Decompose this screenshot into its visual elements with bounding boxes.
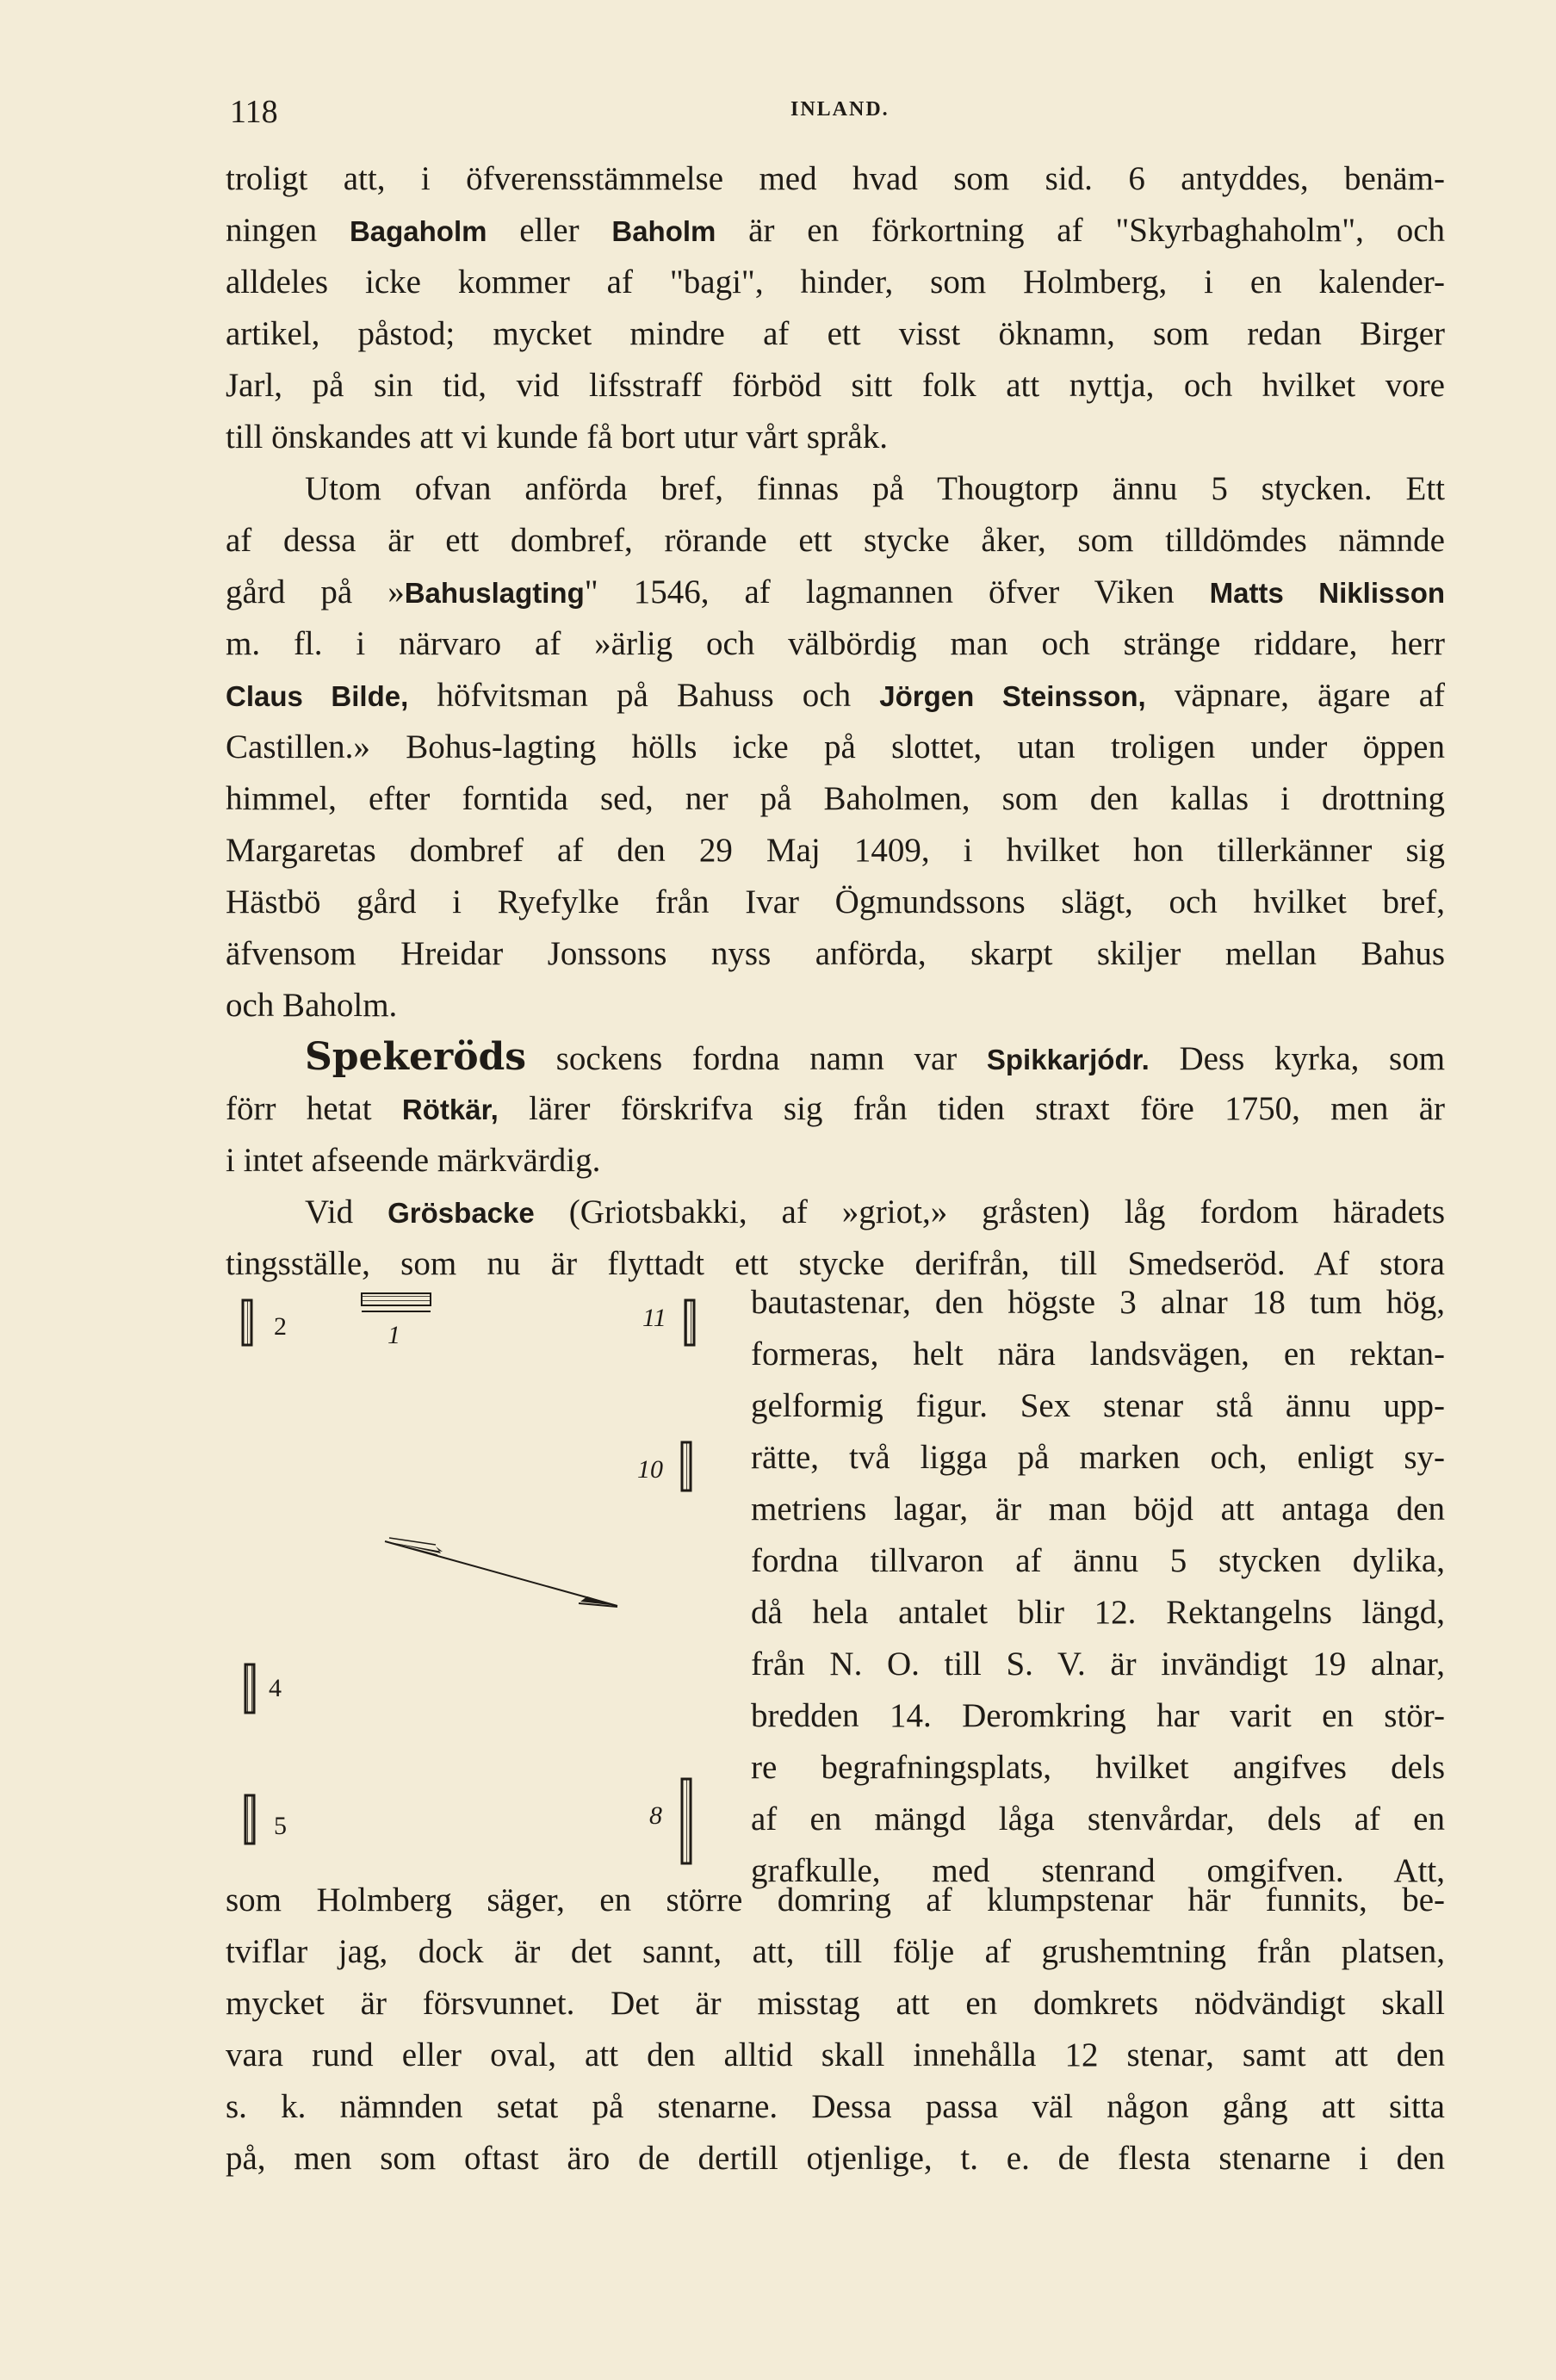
stone-label: 5: [274, 1812, 287, 1840]
stone-5: [245, 1795, 254, 1844]
text-line: ningen Bagaholm eller Baholm är en förkortning af "Skyrbaghaholm", och: [226, 212, 1446, 249]
text-line: formeras, helt nära landsvägen, en rektan-: [751, 1336, 1445, 1373]
text-line: tviflar jag, dock är det sannt, att, till följe af grushemtning från platsen,: [226, 1933, 1445, 1970]
stone-1: [362, 1293, 431, 1305]
stone-label: 11: [642, 1304, 666, 1332]
main-text: [226, 153, 1445, 1290]
stone-setting-figure: [226, 1283, 742, 1894]
stone-4: [245, 1664, 254, 1713]
place-name: Grösbacke: [387, 1197, 535, 1229]
text-line: gelformig figur. Sex stenar stå ännu upp-: [751, 1387, 1445, 1424]
stone-label: 1: [387, 1321, 400, 1349]
text-line: af dessa är ett dombref, rörande ett stycke åker, som tilldömdes nämnde: [226, 522, 1445, 559]
person-name: Claus Bilde,: [226, 680, 409, 712]
stone-10: [682, 1442, 691, 1491]
text-line: då hela antalet blir 12. Rektangelns längd,: [751, 1594, 1445, 1631]
text-line: Utom ofvan anförda bref, finnas på Thougtorp ännu 5 stycken. Ett: [305, 470, 1445, 507]
text-line: Jarl, på sin tid, vid lifsstraff förböd sitt folk att nyttja, och hvilket vore: [226, 367, 1445, 404]
text-line: grafkulle, med stenrand omgifven. Att,: [751, 1852, 1445, 1889]
stone-label: 4: [269, 1674, 282, 1702]
north-arrow-icon: [385, 1538, 617, 1607]
text-line: bredden 14. Deromkring har varit en stör-: [751, 1697, 1445, 1734]
text-line: metriens lagar, är man böjd att antaga den: [751, 1491, 1445, 1528]
bottom-text: [226, 1875, 1445, 2185]
running-head: INLAND.: [790, 98, 890, 121]
stone-label: 2: [274, 1312, 287, 1341]
text-line: och Baholm.: [226, 987, 398, 1024]
stone-2: [243, 1300, 251, 1345]
text-line: Spekeröds sockens fordna namn var Spikkarjódr. Dess kyrka, som: [305, 1035, 1446, 1079]
text-line: rätte, två ligga på marken och, enligt sy-: [751, 1439, 1445, 1476]
text-line: i intet afseende märkvärdig.: [226, 1142, 601, 1179]
text-line: s. k. nämnden setat på stenarne. Dessa passa väl någon gång att sitta: [226, 2088, 1445, 2125]
stone-label: 8: [649, 1801, 662, 1830]
text-line: vara rund eller oval, att den alltid skall innehålla 12 stenar, samt att den: [226, 2036, 1445, 2073]
text-line: på, men som oftast äro de dertill otjenlige, t. e. de flesta stenarne i den: [226, 2140, 1445, 2177]
stone-8: [682, 1779, 691, 1863]
text-line: Vid Grösbacke (Griotsbakki, af »griot,» gråsten) låg fordom häradets: [305, 1193, 1446, 1230]
text-line: bautastenar, den högste 3 alnar 18 tum hög,: [751, 1284, 1445, 1321]
text-line: artikel, påstod; mycket mindre af ett visst öknamn, som redan Birger: [226, 315, 1445, 352]
stone-11: [685, 1300, 694, 1345]
text-line: re begrafningsplats, hvilket angifves dels: [751, 1749, 1445, 1786]
text-line: som Holmberg säger, en större domring af klumpstenar här funnits, be-: [226, 1881, 1445, 1918]
place-name: Baholm: [611, 215, 716, 247]
text-line: mycket är försvunnet. Det är misstag att en domkrets nödvändigt skall: [226, 1985, 1445, 2022]
text-line: himmel, efter forntida sed, ner på Baholmen, som den kallas i drottning: [226, 780, 1445, 817]
person-name: Jörgen Steinsson,: [879, 680, 1146, 712]
text-line: af en mängd låga stenvårdar, dels af en: [751, 1800, 1445, 1838]
place-name: Bahuslagting: [404, 577, 585, 609]
text-line: fordna tillvaron af ännu 5 stycken dylika,: [751, 1542, 1445, 1579]
stone-label: 10: [637, 1455, 663, 1484]
text-line: m. fl. i närvaro af »ärlig och välbördig man och stränge riddare, herr: [226, 625, 1445, 662]
person-name: Matts Niklisson: [1209, 577, 1446, 609]
text-line: gård på »Bahuslagting" 1546, af lagmannen öfver Viken Matts Niklisson: [226, 573, 1446, 610]
text-line: tingsställe, som nu är flyttadt ett stycke derifrån, till Smedseröd. Af stora: [226, 1245, 1445, 1282]
place-name: Spikkarjódr.: [986, 1044, 1150, 1075]
text-line: förr hetat Rötkär, lärer förskrifva sig från tiden straxt före 1750, men är: [226, 1090, 1445, 1127]
text-line: Claus Bilde, höfvitsman på Bahuss och Jörgen Steinsson, väpnare, ägare af: [226, 677, 1446, 714]
parish-name: Spekeröds: [305, 1035, 527, 1079]
stone-diagram: [226, 1283, 742, 1894]
text-line: Hästbö gård i Ryefylke från Ivar Ögmundssons slägt, och hvilket bref,: [226, 883, 1445, 920]
place-name: Bagaholm: [349, 215, 487, 247]
text-line: alldeles icke kommer af "bagi", hinder, som Holmberg, i en kalender-: [226, 263, 1445, 301]
place-name: Rötkär,: [401, 1094, 499, 1125]
text-line: till önskandes att vi kunde få bort utur vårt språk.: [226, 418, 888, 456]
text-line: troligt att, i öfverensstämmelse med hvad som sid. 6 antyddes, benäm-: [226, 160, 1445, 197]
text-line: Castillen.» Bohus-lagting hölls icke på slottet, utan troligen under öppen: [226, 728, 1445, 765]
text-line: äfvensom Hreidar Jonssons nyss anförda, skarpt skiljer mellan Bahus: [226, 935, 1445, 972]
page-number: 118: [230, 94, 278, 130]
text-line: från N. O. till S. V. är invändigt 19 alnar,: [751, 1646, 1445, 1683]
text-line: Margaretas dombref af den 29 Maj 1409, i hvilket hon tillerkänner sig: [226, 832, 1445, 869]
figure-side-text: [751, 1277, 1445, 1897]
